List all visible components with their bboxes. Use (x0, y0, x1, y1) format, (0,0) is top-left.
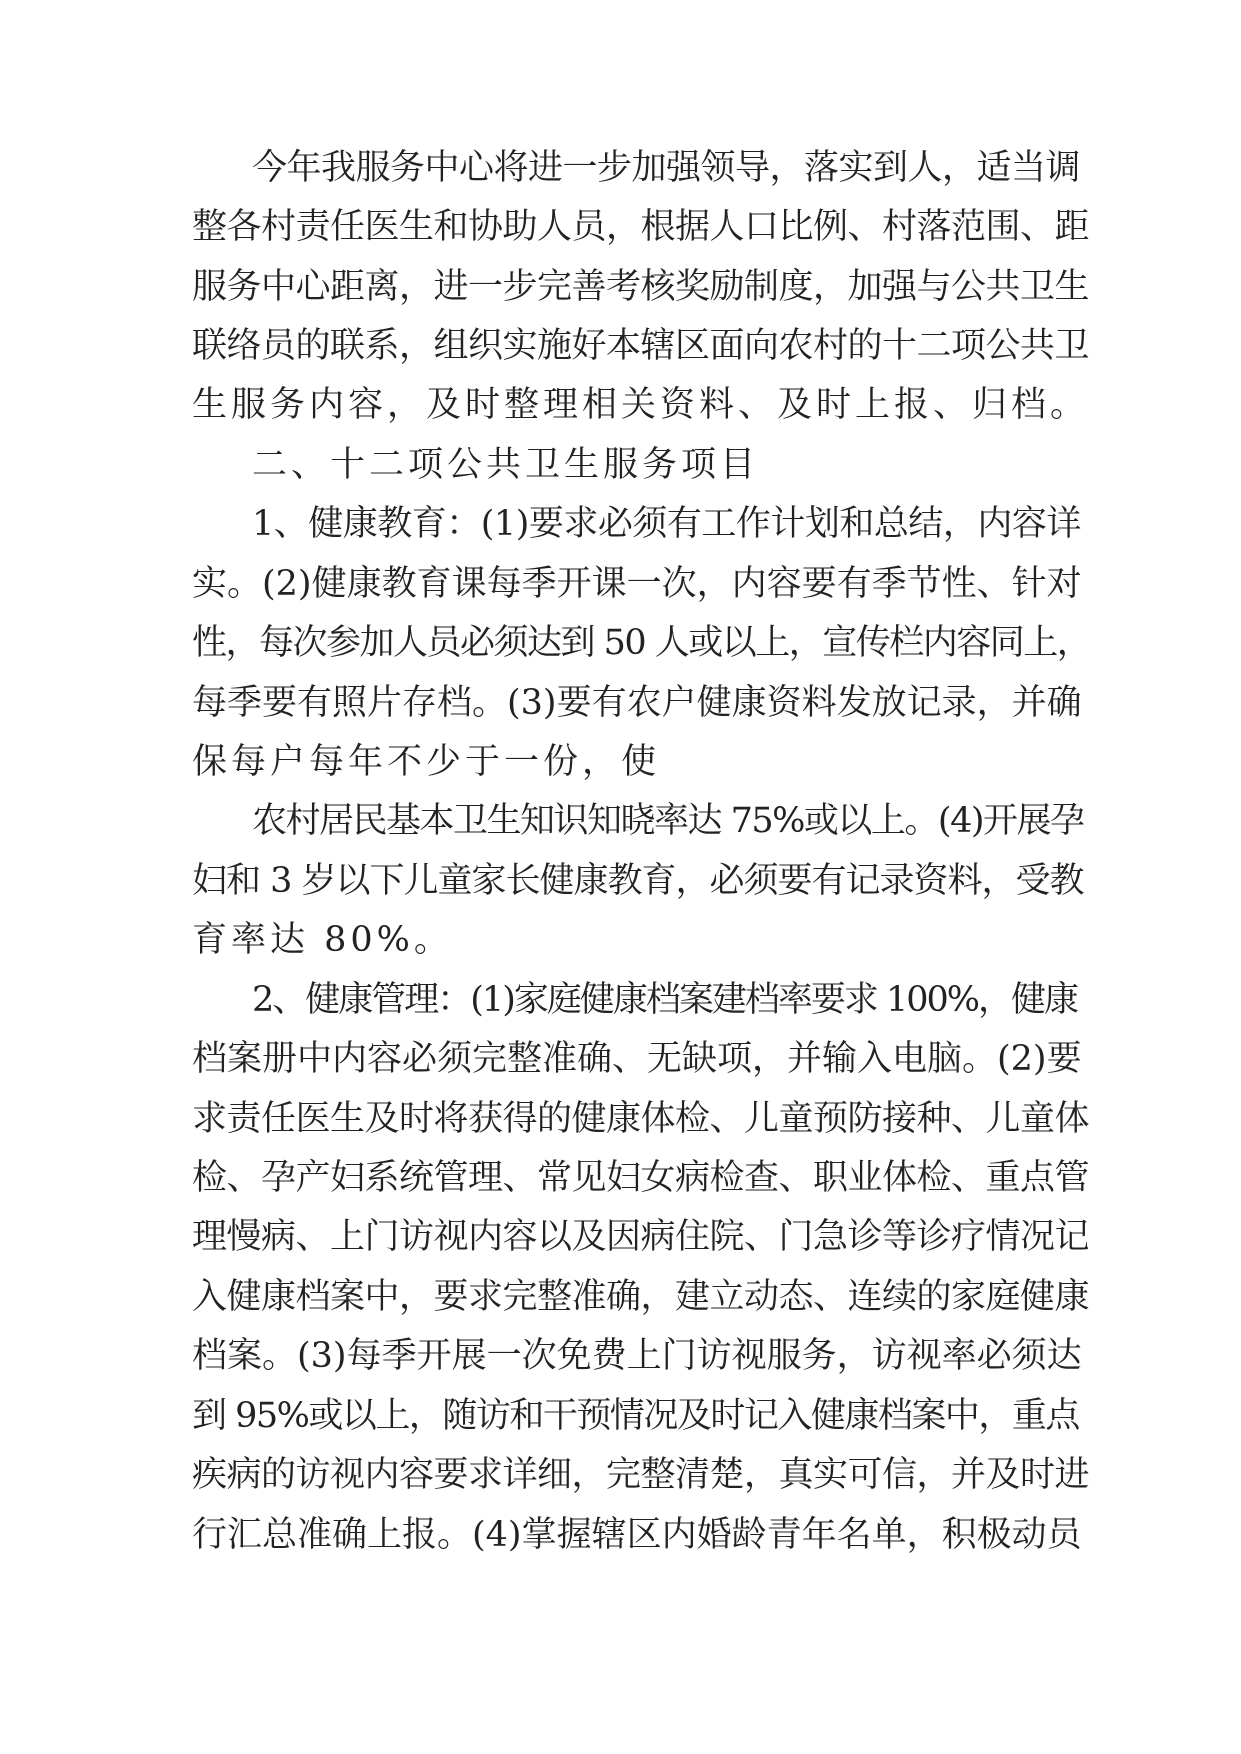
section-heading: 二、十二项公共卫生服务项目 (252, 445, 760, 485)
paragraph-line: 行汇总准确上报。(4)掌握辖区内婚龄青年名单，积极动员 (192, 1515, 1082, 1555)
paragraph-line: 疾病的访视内容要求详细，完整清楚，真实可信，并及时进 (192, 1455, 1090, 1495)
paragraph-line: 农村居民基本卫生知识知晓率达 75%或以上。(4)开展孕 (252, 801, 1084, 841)
paragraph-line: 检、孕产妇系统管理、常见妇女病检查、职业体检、重点管 (192, 1158, 1090, 1198)
paragraph-line: 到 95%或以上，随访和干预情况及时记入健康档案中，重点 (192, 1396, 1079, 1436)
paragraph-line: 1、健康教育：(1)要求必须有工作计划和总结，内容详 (252, 504, 1081, 544)
paragraph-line: 2、健康管理：(1)家庭健康档案建档率要求 100%，健康 (252, 980, 1078, 1020)
paragraph-line: 实。(2)健康教育课每季开课一次，内容要有季节性、针对 (192, 564, 1082, 604)
paragraph-line: 每季要有照片存档。(3)要有农户健康资料发放记录，并确 (192, 683, 1082, 723)
paragraph-line: 联络员的联系，组织实施好本辖区面向农村的十二项公共卫 (192, 326, 1090, 366)
paragraph-line: 档案册中内容必须完整准确、无缺项，并输入电脑。(2)要 (192, 1039, 1082, 1079)
paragraph-line: 理慢病、上门访视内容以及因病住院、门急诊等诊疗情况记 (192, 1217, 1090, 1257)
paragraph-line: 育率达 80%。 (192, 920, 453, 960)
paragraph-line: 档案。(3)每季开展一次免费上门访视服务，访视率必须达 (192, 1336, 1082, 1376)
paragraph-line: 保每户每年不少于一份，使 (192, 742, 661, 782)
paragraph-line: 入健康档案中，要求完整准确，建立动态、连续的家庭健康 (192, 1277, 1090, 1317)
paragraph-line: 妇和 3 岁以下儿童家长健康教育，必须要有记录资料，受教 (192, 861, 1084, 901)
paragraph-line: 求责任医生及时将获得的健康体检、儿童预防接种、儿童体 (192, 1099, 1090, 1139)
paragraph-line: 性，每次参加人员必须达到 50 人或以上，宣传栏内容同上， (192, 623, 1091, 663)
paragraph-line: 服务中心距离，进一步完善考核奖励制度，加强与公共卫生 (192, 267, 1090, 307)
paragraph-line: 整各村责任医生和协助人员，根据人口比例、村落范围、距 (192, 207, 1090, 247)
paragraph-line: 生服务内容，及时整理相关资料、及时上报、归档。 (192, 385, 1090, 425)
paragraph-line: 今年我服务中心将进一步加强领导，落实到人，适当调 (252, 148, 1081, 188)
